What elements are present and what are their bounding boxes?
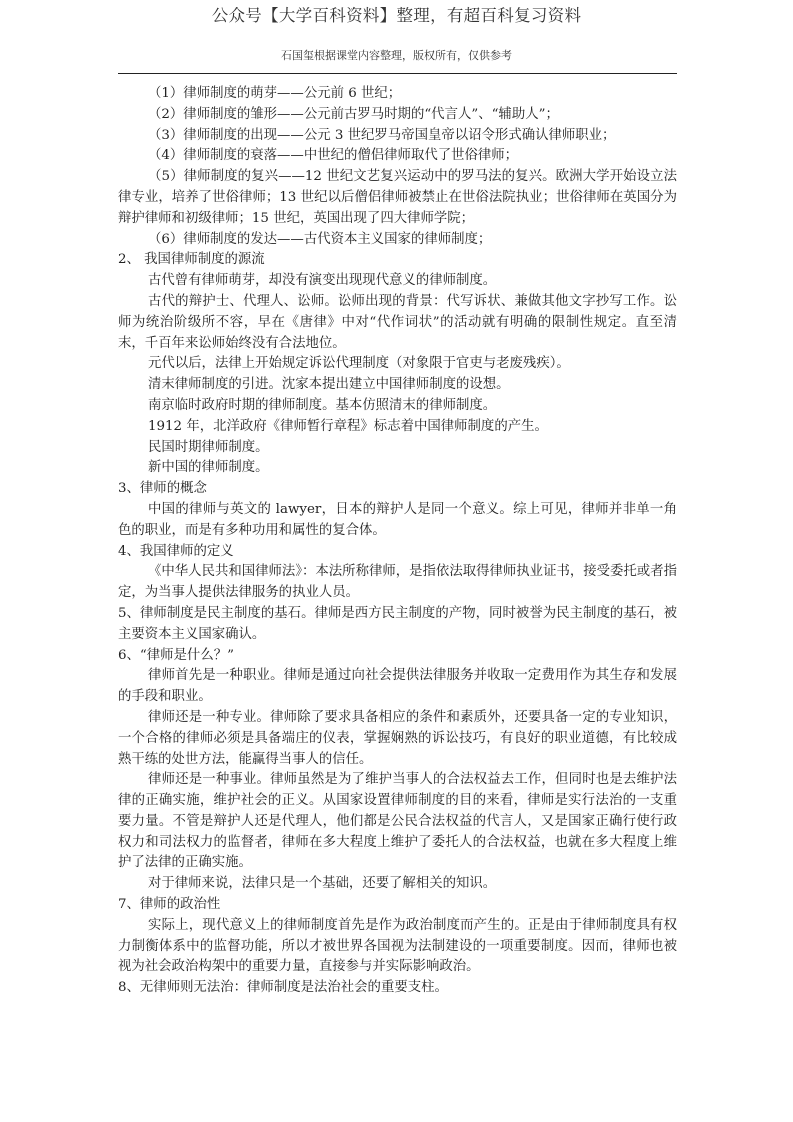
paragraph: 新中国的律师制度。 (148, 460, 269, 476)
paragraph: 1912 年，北洋政府《律师暂行章程》标志着中国律师制度的产生。 (148, 418, 548, 434)
paragraph: 律师首先是一种职业。律师是通过向社会提供法律服务并收取一定费用作为其生存和发展的手段和职业。 (118, 668, 677, 705)
page-header-title: 公众号【大学百科资料】整理，有超百科复习资料 (211, 6, 582, 25)
list-item: （6）律师制度的发达——古代资本主义国家的律师制度； (148, 231, 492, 247)
paragraph: 《中华人民共和国律师法》：本法所称律师，是指依法取得律师执业证书，接受委托或者指定，为当事人提供法律服务的执业人员。 (118, 564, 677, 601)
section-heading: 3、律师的概念 (118, 481, 207, 497)
paragraph: 古代的辩护士、代理人、讼师。讼师出现的背景：代写诉状、兼做其他文字抄写工作。讼师为统治阶级所不容，早在《唐律》中对“代作词状”的活动就有明确的限制性规定。直至清末，千百年来讼师始终没有合法地位。 (118, 293, 677, 351)
paragraph: 对于律师来说，法律只是一个基础，还要了解相关的知识。 (148, 876, 497, 892)
paragraph: 中国的律师与英文的 lawyer，日本的辩护人是同一个意义。综上可见，律师并非单一角色的职业，而是有多种功用和属性的复合体。 (118, 501, 677, 538)
page-header-subtitle: 石国玺根据课堂内容整理，版权所有，仅供参考 (281, 49, 512, 62)
paragraph: 清末律师制度的引进。沈家本提出建立中国律师制度的设想。 (148, 377, 510, 393)
list-item: （4）律师制度的衰落——中世纪的僧侣律师取代了世俗律师； (148, 148, 519, 164)
paragraph: 律师还是一种专业。律师除了要求具备相应的条件和素质外，还要具备一定的专业知识，一个合格的律师必须是具备端庄的仪表，掌握娴熟的诉讼技巧，有良好的职业道德，有比较成熟干练的处世方法，能赢得当事人的信任。 (118, 709, 677, 767)
section-heading: 7、律师的政治性 (118, 897, 221, 913)
paragraph: 元代以后，法律上开始规定诉讼代理制度（对象限于官吏与老废残疾）。 (148, 356, 570, 372)
document-body (118, 84, 677, 999)
section-heading: 5、律师制度是民主制度的基石。律师是西方民主制度的产物，同时被誉为民主制度的基石，被主要资本主义国家确认。 (118, 605, 677, 642)
paragraph: 律师还是一种事业。律师虽然是为了维护当事人的合法权益去工作，但同时也是去维护法律的正确实施，维护社会的正义。从国家设置律师制度的目的来看，律师是实行法治的一支重要力量。不管是辩护人还是代理人，他们都是公民合法权益的代言人，又是国家正确行使行政权力和司法权力的监督者，律师在多大程度上维护了委托人的合法权益，也就在多大程度上维护了法律的正确实施。 (118, 772, 677, 871)
section-heading: 6、“律师是什么？” (118, 647, 234, 663)
paragraph: 古代曾有律师萌芽，却没有演变出现现代意义的律师制度。 (148, 273, 497, 289)
section-heading: 2、 我国律师制度的源流 (118, 252, 265, 268)
header-divider (118, 73, 677, 74)
paragraph: 实际上，现代意义上的律师制度首先是作为政治制度而产生的。正是由于律师制度具有权力制衡体系中的监督功能，所以才被世界各国视为法制建设的一项重要制度。因而，律师也被视为社会政治构架中的重要力量，直接参与并实际影响政治。 (118, 917, 677, 975)
list-item: （5）律师制度的复兴——12 世纪文艺复兴运动中的罗马法的复兴。欧洲大学开始设立法律专业，培养了世俗律师；13 世纪以后僧侣律师被禁止在世俗法院执业；世俗律师在英国分为辩护律师和初级律师；15 世纪，英国出现了四大律师学院； (118, 169, 677, 226)
paragraph: 民国时期律师制度。 (148, 439, 269, 455)
list-item: （2）律师制度的雏形——公元前古罗马时期的“代言人”、“辅助人”； (148, 106, 559, 122)
list-item: （3）律师制度的出现——公元 3 世纪罗马帝国皇帝以诏令形式确认律师职业； (148, 127, 616, 143)
section-heading: 8、无律师则无法治：律师制度是法治社会的重要支柱。 (118, 980, 448, 996)
paragraph: 南京临时政府时期的律师制度。基本仿照清末的律师制度。 (148, 397, 497, 413)
section-heading: 4、我国律师的定义 (118, 543, 234, 559)
list-item: （1）律师制度的萌芽——公元前 6 世纪； (148, 86, 402, 101)
